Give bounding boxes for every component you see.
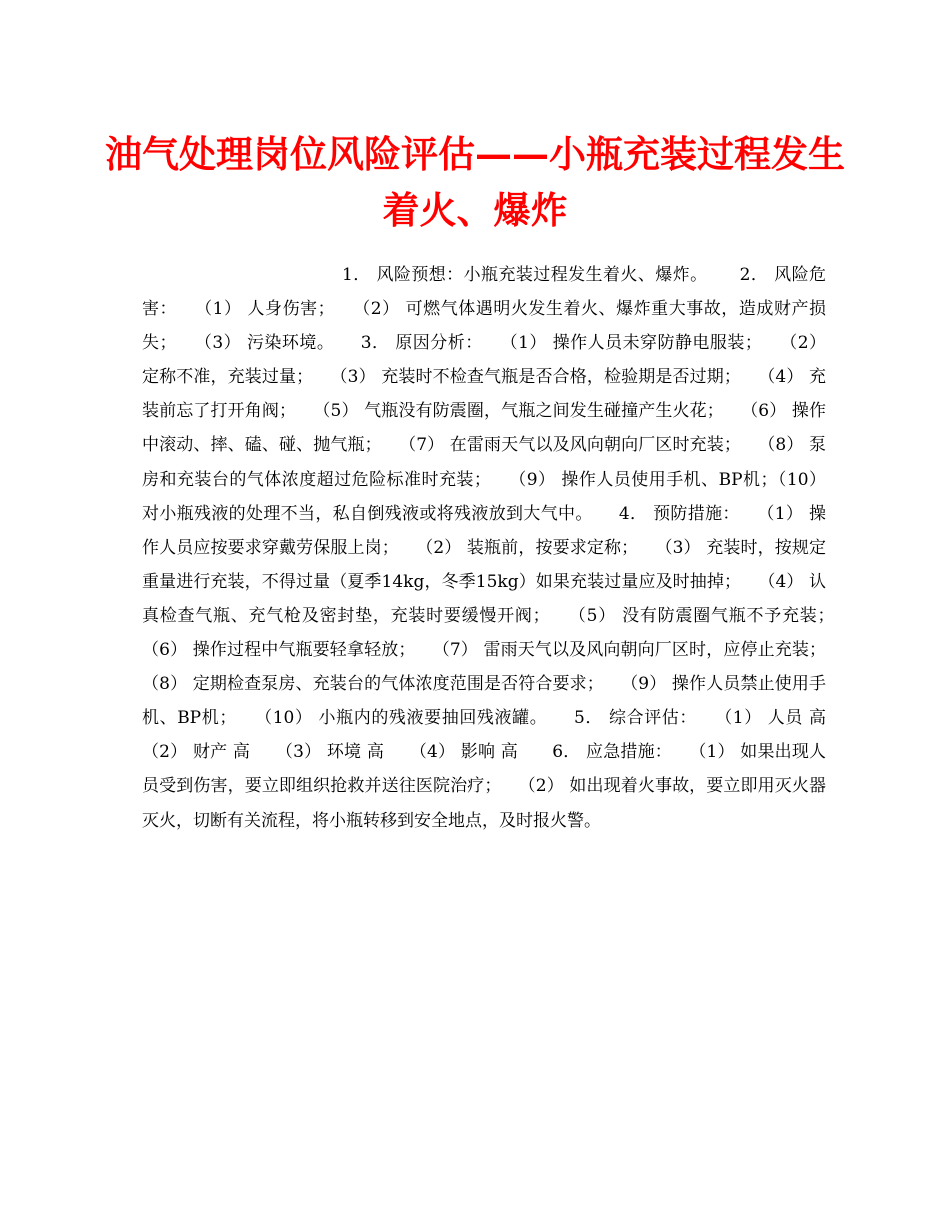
- document-title: 油气处理岗位风险评估——小瓶充装过程发生着火、爆炸: [105, 132, 845, 232]
- document-body: 1． 风险预想：小瓶充装过程发生着火、爆炸。 2． 风险危害： （1） 人身伤害； （2） 可燃气体遇明火发生着火、爆炸重大事故，造成财产损失； （3） 污染环境。 3． 原因分析： （1） 操作人员未穿防静电服装； （2） 定称不准，充装过量； （3） 充装时不检查气瓶是否合格，检验期是否过期； （4） 充装前忘了打开角阀； （5） 气瓶没有防震圈，气瓶之间发生碰撞产生火花； （6） 操作中滚动、摔、磕、碰、抛气瓶； （7） 在雷雨天气以及风向朝向厂区时充装； （8） 泵房和充装台的气体浓度超过危险标准时充装； （9） 操作人员使用手机、BP机；（10） 对小瓶残液的处理不当，私自倒残液或将残液放到大气中。 4． 预防措施： （1） 操作人员应按要求穿戴劳保服上岗； （2） 装瓶前，按要求定称； （3） 充装时，按规定重量进行充装，不得过量（夏季14kg，冬季15kg）如果充装过量应及时抽掉； （4） 认真检查气瓶、充气枪及密封垫，充装时要缓慢开阀； （5） 没有防震圈气瓶不予充装； （6） 操作过程中气瓶要轻拿轻放； （7） 雷雨天气以及风向朝向厂区时，应停止充装；（8） 定期检查泵房、充装台的气体浓度范围是否符合要求； （9） 操作人员禁止使用手机、BP机； （10） 小瓶内的残液要抽回残液罐。 5． 综合评估： （1） 人员 高 （2） 财产 高 （3） 环境 高 （4） 影响 高 6． 应急措施： （1） 如果出现人员受到伤害，要立即组织抢救并送往医院治疗； （2） 如出现着火事故，要立即用灭火器灭火，切断有关流程，将小瓶转移到安全地点，及时报火警。: [142, 265, 860, 831]
